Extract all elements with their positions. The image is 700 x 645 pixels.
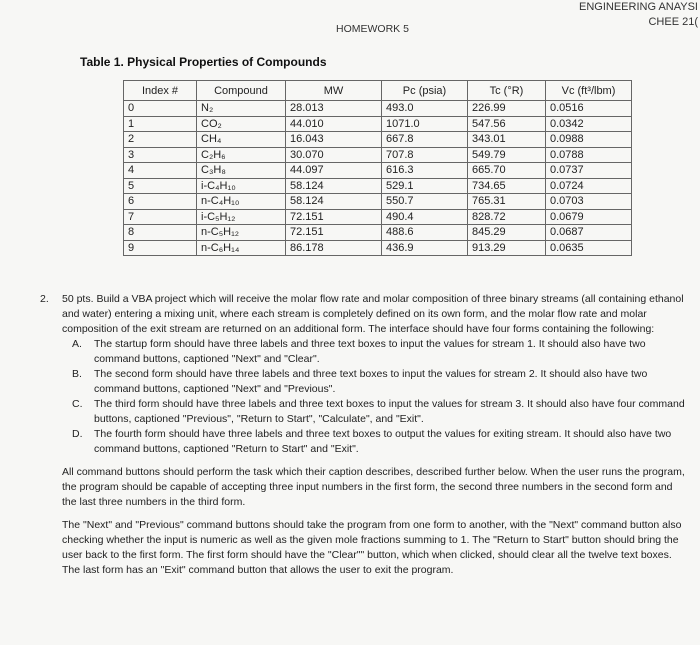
requirement-item — [72, 427, 688, 457]
cell-tc: 547.56 — [468, 116, 546, 132]
column-header-tc: Tc (°R) — [468, 81, 546, 101]
table-row — [124, 225, 632, 241]
cell-mw: 58.124 — [286, 194, 382, 210]
cell-compound: CH₄ — [197, 132, 286, 148]
properties-table — [123, 80, 632, 256]
cell-pc: 707.8 — [382, 147, 468, 163]
table-row — [124, 240, 632, 256]
question-number: 2. — [40, 293, 49, 305]
column-header-vc: Vc (ft³/lbm) — [546, 81, 632, 101]
table-body — [124, 101, 632, 256]
cell-tc: 665.70 — [468, 163, 546, 179]
cell-compound: i-C₄H₁₀ — [197, 178, 286, 194]
cell-pc: 493.0 — [382, 101, 468, 117]
cell-vc: 0.0724 — [546, 178, 632, 194]
paragraph-navigation: The "Next" and "Previous" command buttons should take the program from one form to another, with the "Next" command button also checking whether the input is numeric as well as the given mole fractions summing to 1. The "Return to Start" button should bring the user back to the first form. The first form should have the "Clear"" button, which when clicked, should clear all the twelve text boxes. The last form has an "Exit" command button that allows the user to exit the program. — [62, 519, 682, 576]
cell-tc: 845.29 — [468, 225, 546, 241]
cell-tc: 828.72 — [468, 209, 546, 225]
table-row — [124, 101, 632, 117]
cell-index: 4 — [124, 163, 197, 179]
cell-compound: i-C₅H₁₂ — [197, 209, 286, 225]
cell-vc: 0.0737 — [546, 163, 632, 179]
cell-index: 2 — [124, 132, 197, 148]
cell-vc: 0.0635 — [546, 240, 632, 256]
item-text: The third form should have three labels and three text boxes to input the values for stream 3. It should also have four command buttons, captioned "Previous", "Return to Start", "Calculate", and "Exit". — [94, 398, 685, 425]
cell-vc: 0.0703 — [546, 194, 632, 210]
cell-compound: C₂H₆ — [197, 147, 286, 163]
cell-mw: 44.010 — [286, 116, 382, 132]
cell-compound: C₃H₈ — [197, 163, 286, 179]
table-row — [124, 147, 632, 163]
table-title: Table 1. Physical Properties of Compounds — [80, 55, 327, 69]
cell-index: 9 — [124, 240, 197, 256]
cell-compound: n-C₅H₁₂ — [197, 225, 286, 241]
item-letter: B. — [72, 368, 82, 380]
question-intro: 50 pts. Build a VBA project which will receive the molar flow rate and molar composition of three binary streams (all containing ethanol and water) entering a mixing unit, where each stream is completely defined on its own form, and the molar flow rate and molar composition of the exit stream are returned on an additional form. The interface should have four forms containing the following: — [62, 293, 684, 335]
cell-vc: 0.0687 — [546, 225, 632, 241]
cell-vc: 0.0679 — [546, 209, 632, 225]
cell-vc: 0.0342 — [546, 116, 632, 132]
cell-pc: 550.7 — [382, 194, 468, 210]
requirements-list — [72, 337, 688, 457]
cell-tc: 549.79 — [468, 147, 546, 163]
cell-pc: 667.8 — [382, 132, 468, 148]
cell-vc: 0.0988 — [546, 132, 632, 148]
cell-index: 8 — [124, 225, 197, 241]
cell-pc: 1071.0 — [382, 116, 468, 132]
cell-pc: 436.9 — [382, 240, 468, 256]
item-text: The startup form should have three labels and three text boxes to input the values for stream 1. It should also have two command buttons, captioned "Next" and "Clear". — [94, 338, 646, 365]
column-header-compound: Compound — [197, 81, 286, 101]
table-header-row — [124, 81, 632, 101]
cell-index: 3 — [124, 147, 197, 163]
cell-mw: 28.013 — [286, 101, 382, 117]
requirement-item — [72, 397, 688, 427]
cell-index: 5 — [124, 178, 197, 194]
course-code: CHEE 21( — [648, 16, 698, 28]
item-letter: A. — [72, 338, 82, 350]
requirement-item — [72, 367, 688, 397]
table-row — [124, 178, 632, 194]
cell-index: 0 — [124, 101, 197, 117]
cell-mw: 72.151 — [286, 209, 382, 225]
item-letter: D. — [72, 428, 83, 440]
cell-mw: 16.043 — [286, 132, 382, 148]
cell-mw: 44.097 — [286, 163, 382, 179]
cell-index: 6 — [124, 194, 197, 210]
cell-mw: 72.151 — [286, 225, 382, 241]
assignment-title: HOMEWORK 5 — [336, 23, 409, 35]
cell-mw: 86.178 — [286, 240, 382, 256]
cell-tc: 765.31 — [468, 194, 546, 210]
table-row — [124, 132, 632, 148]
cell-compound: N₂ — [197, 101, 286, 117]
cell-compound: CO₂ — [197, 116, 286, 132]
cell-tc: 343.01 — [468, 132, 546, 148]
column-header-mw: MW — [286, 81, 382, 101]
requirement-item — [72, 337, 688, 367]
cell-pc: 616.3 — [382, 163, 468, 179]
cell-index: 1 — [124, 116, 197, 132]
table-row — [124, 116, 632, 132]
cell-index: 7 — [124, 209, 197, 225]
item-text: The second form should have three labels and three text boxes to input the values for stream 2. It should also have two command buttons, captioned "Next" and "Previous". — [94, 368, 648, 395]
cell-pc: 529.1 — [382, 178, 468, 194]
course-header — [579, 0, 698, 30]
cell-pc: 490.4 — [382, 209, 468, 225]
item-letter: C. — [72, 398, 83, 410]
table-row — [124, 163, 632, 179]
paragraph-command-buttons: All command buttons should perform the task which their caption describes, described further below. When the user runs the program, the program should be capable of accepting three input numbers in the first form, the second three numbers in the second form and the last three numbers in the third form. — [62, 466, 685, 508]
cell-compound: n-C₆H₁₄ — [197, 240, 286, 256]
table-row — [124, 209, 632, 225]
cell-vc: 0.0788 — [546, 147, 632, 163]
course-title: ENGINEERING ANAYSI — [579, 1, 698, 13]
question-2 — [40, 292, 688, 578]
cell-vc: 0.0516 — [546, 101, 632, 117]
cell-mw: 58.124 — [286, 178, 382, 194]
column-header-index: Index # — [124, 81, 197, 101]
column-header-pc: Pc (psia) — [382, 81, 468, 101]
item-text: The fourth form should have three labels and three text boxes to output the values for exiting stream. It should also have two command buttons, captioned "Return to Start" and "Exit". — [94, 428, 672, 455]
cell-mw: 30.070 — [286, 147, 382, 163]
cell-tc: 734.65 — [468, 178, 546, 194]
table-row — [124, 194, 632, 210]
cell-tc: 226.99 — [468, 101, 546, 117]
cell-tc: 913.29 — [468, 240, 546, 256]
cell-pc: 488.6 — [382, 225, 468, 241]
cell-compound: n-C₄H₁₀ — [197, 194, 286, 210]
